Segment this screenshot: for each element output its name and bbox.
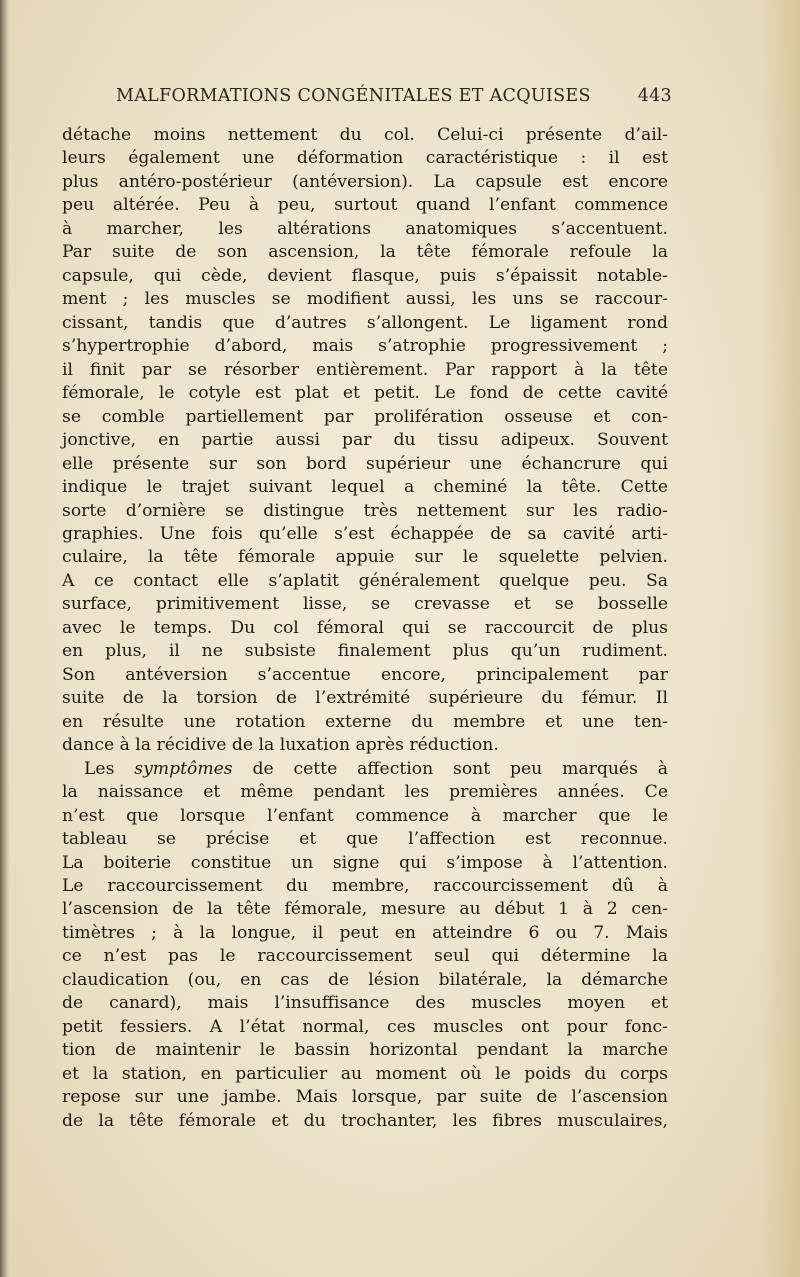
text-line: jonctive, en partie aussi par du tissu adipeux. Souvent [62,430,668,451]
text-line: en résulte une rotation externe du membre et une ten- [62,711,668,732]
text-line: elle présente sur son bord supérieur une échancrure qui [62,453,668,474]
text-line: détache moins nettement du col. Celui-ci présente d’ail- [62,125,668,145]
text-line: en plus, il ne subsiste finalement plus qu’un rudiment. [62,641,668,662]
text-line: culaire, la tête fémorale appuie sur le squelette pelvien. [62,547,668,568]
text-line: claudication (ou, en cas de lésion bilatérale, la démarche [62,969,668,990]
text-line: plus antéro-postérieur (antéversion). La capsule est encore [62,171,668,192]
text-line: timètres ; à la longue, il peut en atteindre 6 ou 7. Mais [62,922,668,943]
page-edge-stain [760,0,800,1277]
text-line: ce n’est pas le raccourcissement seul qui détermine la [62,946,668,967]
text-line: de canard), mais l’insuffisance des muscles moyen et [62,993,668,1014]
text-line: l’ascension de la tête fémorale, mesure au début 1 à 2 cen- [62,899,668,920]
page-number: 443 [637,86,672,106]
text-line: tion de maintenir le bassin horizontal pendant la marche [62,1040,668,1061]
text-line: peu altérée. Peu à peu, surtout quand l’enfant commence [62,195,668,216]
line-start: Les [84,758,135,779]
paragraph-2 [62,758,668,1134]
text-line: n’est que lorsque l’enfant commence à marcher que le [62,805,668,826]
text-line: repose sur une jambe. Mais lorsque, par suite de l’ascension [62,1087,668,1108]
text-line: sorte d’ornière se distingue très nettement sur les radio- [62,500,668,521]
text-line: Son antéversion s’accentue encore, principalement par [62,664,668,685]
text-line: ment ; les muscles se modifient aussi, les uns se raccour- [62,289,668,310]
text-line: de la tête fémorale et du trochanter, les fibres musculaires, [62,1110,668,1131]
body-text [62,124,668,1133]
paragraph-1 [62,124,668,758]
text-line: avec le temps. Du col fémoral qui se raccourcit de plus [62,617,668,638]
text-line: et la station, en particulier au moment où le poids du corps [62,1063,668,1084]
text-line: s’hypertrophie d’abord, mais s’atrophie progressivement ; [62,336,668,357]
line-end: de cette affection sont peu marqués à [232,758,668,779]
text-line: graphies. Une fois qu’elle s’est échappée de sa cavité arti- [62,523,668,544]
text-line: La boiterie constitue un signe qui s’impose à l’attention. [62,852,668,873]
text-line: surface, primitivement lisse, se crevasse et se bosselle [62,594,668,615]
running-header [58,86,672,106]
text-line: la naissance et même pendant les premières années. Ce [62,782,668,803]
text-line: capsule, qui cède, devient flasque, puis s’épaissit notable- [62,265,668,286]
text-line: se comble partiellement par prolifération osseuse et con- [62,406,668,427]
running-title: MALFORMATIONS CONGÉNITALES ET ACQUISES [116,86,591,106]
text-line: fémorale, le cotyle est plat et petit. Le fond de cette cavité [62,383,668,404]
text-line: Le raccourcissement du membre, raccourcissement dû à [62,876,668,896]
text-line: cissant, tandis que d’autres s’allongent. Le ligament rond [62,312,668,333]
text-line: à marcher, les altérations anatomiques s’accentuent. [62,218,668,239]
text-line: A ce contact elle s’aplatit généralement quelque peu. Sa [62,570,668,591]
text-line: indique le trajet suivant lequel a cheminé la tête. Cette [62,477,668,498]
text-line: il finit par se résorber entièrement. Par rapport à la tête [62,359,668,380]
text-line: petit fessiers. A l’état normal, ces muscles ont pour fonc- [62,1016,668,1037]
text-line: tableau se précise et que l’affection est reconnue. [62,829,668,850]
text-line: Par suite de son ascension, la tête fémorale refoule la [62,242,668,263]
text-line: leurs également une déformation caractéristique : il est [62,148,668,169]
text-line: dance à la récidive de la luxation après réduction. [62,735,499,756]
emphasis-symptomes: symptômes [134,758,233,779]
page-spine-shadow [0,0,10,1277]
text-line [62,758,668,781]
text-line: suite de la torsion de l’extrémité supérieure du fémur. Il [62,688,668,709]
